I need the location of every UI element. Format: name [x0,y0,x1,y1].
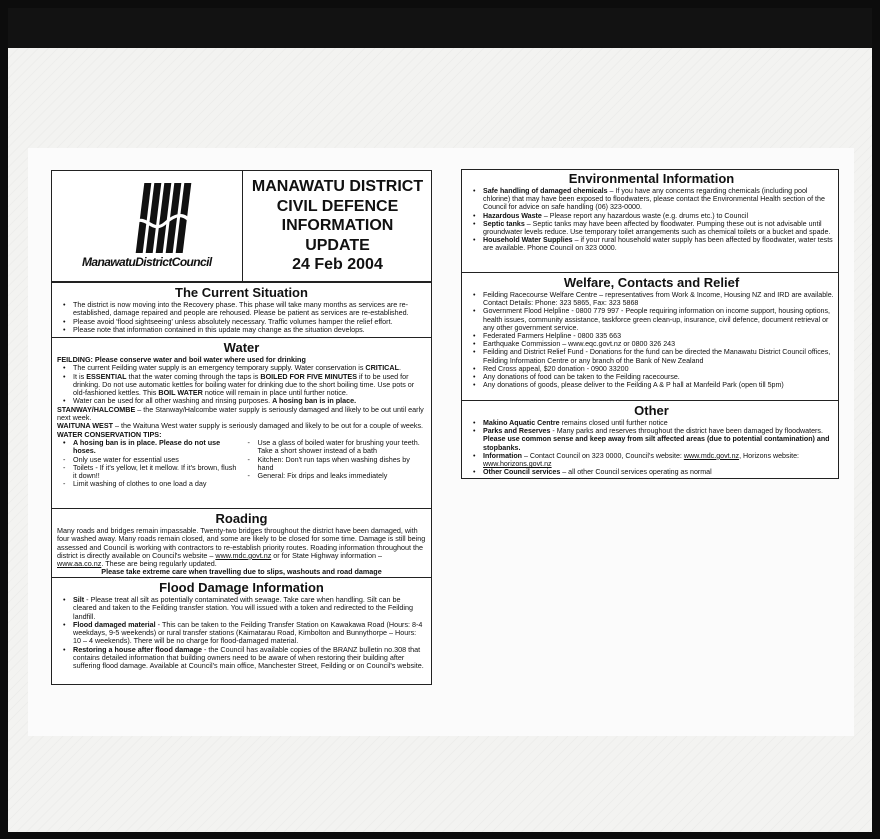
list-item: • Please note that information contained in this update may change as the situation develops. [57,326,426,334]
list-item: • Federated Farmers Helpline - 0800 335 663 [467,332,836,340]
text: or for State Highway information – [271,550,382,560]
text: – Contact Council on 323 0000, Council's website: [522,451,684,460]
list-item [467,419,836,427]
title-line: CIVIL DEFENCE [276,197,399,215]
text: , Horizons website: [739,451,800,460]
masthead [52,171,431,282]
text-bold: Household Water Supplies [483,236,573,245]
list-item [467,468,836,476]
text: – If you have any concerns regarding chemicals (including pool chlorine) that may have been exposed to floodwaters, please contact the Environmental Health section of the Council for advice on safe handling (06) 323-0000. [483,187,825,212]
list-item: • The district is now moving into the Recovery phase. This phase will take many months as services are re-established, damage repaired and people are rehoused. Please be patient as services are re-established. [57,301,426,318]
text-bold: Restoring a house after flood damage [73,644,202,654]
text-bold: CRITICAL [365,363,399,373]
text-bold: Safe handling of damaged chemicals [483,187,608,195]
text: remains closed until further notice [559,419,668,427]
other-section [462,400,839,479]
text: – if your rural household water supply has been affected by floodwater, water tests are available. Phone Council on 323 0000. [483,236,833,253]
text: – all other Council services operating as normal [560,468,712,477]
title-line: UPDATE [305,236,370,254]
text-bold: Hazardous Waste [483,211,542,220]
list-item [467,220,836,236]
text: - the Council has available copies of the BRANZ bulletin no.308 that contains detailed information that building owners need to be aware of when restoring their building after suffering flood damage. Available at Council's main office, Manchester Street, Feilding or on Council's website. [73,644,424,671]
text: notice will remain in place until further notice. [202,388,348,398]
list-item: • Feilding and District Relief Fund - Donations for the fund can be directed the Manawatu District Council offices, Feilding Information Centre or any branch of the Bank of New Zealand [467,348,836,364]
roading-paragraph [57,527,426,568]
text-bold: BOIL WATER [158,388,203,398]
feilding-heading: FEILDING: Please conserve water and boil water where used for drinking [57,355,306,364]
list-item [467,212,836,220]
text-bold: Other Council services [483,468,561,477]
text: - Many parks and reserves throughout the district have been damaged by floodwaters. [550,427,823,436]
text: Water can be used for all other washing and rinsing purposes. [73,396,273,406]
section-heading: Environmental Information [568,171,735,186]
council-logo [52,171,243,282]
tip-item: - Limit washing of clothes to one load a day [57,480,242,488]
text: – the Stanway/Halcombe water supply is seriously damaged and likely to be out until early next week. [57,404,424,423]
section-heading: The Current Situation [175,285,308,300]
mdc-website-link[interactable]: www.mdc.govt.nz [215,550,272,560]
text: . [398,363,401,373]
tip-item: • A hosing ban is in place. Please do not use hoses. [57,439,242,456]
list-item: • Feilding Racecourse Welfare Centre – representatives from Work & Income, Housing NZ and IRD are available. Contact Details: Phone: 323 5865, Fax: 323 5868 [467,291,836,307]
text-bold: Please use common sense and keep away from silt affected areas (due to potential contamination) and stopbanks. [483,435,830,452]
list-item: • Government Flood Helpline - 0800 779 997 - People requiring information on income support, housing options, health issues, community assistance, taskforce green clean-up, insurance, civil defence, document retrieval or any other government service. [467,307,836,332]
list-item [57,646,426,671]
text-bold: STANWAY/HALCOMBE [57,404,136,414]
section-heading: Welfare, Contacts and Relief [563,275,740,290]
tips-right-list [242,439,427,489]
text-bold: BOILED FOR FIVE MINUTES [260,371,358,381]
list-item: • Red Cross appeal, $20 donation - 0900 33200 [467,365,836,373]
text-bold: Information [483,451,523,460]
title-line: MANAWATU DISTRICT [251,178,424,195]
text: if to be used for drinking. Do not use automatic kettles for boiling water for drinking due to the short boiling time. Use pots or old-fashioned kettles. This [73,371,415,398]
text-bold: Flood damaged material [73,619,156,629]
text: The current Feilding water supply is an emergency temporary supply. Water conservation is [73,363,366,373]
text: – the Waituna West water supply is seriously damaged and likely to be out for a couple of weeks. [113,421,424,431]
title-line: INFORMATION [281,217,394,234]
list-item: • Any donations of goods, please deliver to the Feilding A & P hall at Manfeild Park (open till 5pm) [467,381,836,389]
tips-columns [57,439,426,489]
text-bold: Parks and Reserves [483,427,551,436]
environmental-section [462,169,839,272]
list-item [57,373,426,398]
welfare-section [462,272,839,400]
list-item [467,187,836,212]
scanner-top-bar [8,8,872,48]
title-date: 24 Feb 2004 [292,256,383,273]
text-bold: WAITUNA WEST [57,421,114,431]
tips-left-list [57,439,242,489]
text-bold: Silt [73,595,85,604]
stanway-paragraph [57,406,426,423]
text: - Please treat all silt as potentially contaminated with sewage. Take care when handling. Silt can be cleared and taken to the Feilding transfer station. You will issued with a token and redirected to the Feilding landfill. [73,595,414,621]
text-bold: Septic tanks [483,219,525,228]
roading-section [52,508,431,577]
section-heading: Roading [215,511,268,526]
text-bold: A hosing ban is in place. [272,396,357,406]
tip-item: - Kitchen: Don't run taps when washing dishes by hand [242,456,427,473]
text: - This can be taken to the Feilding Transfer Station on Kawakawa Road (Hours: 8-4 weekdays, 9-5 weekends) or rural transfer stations (Kaimatarau Road, Kimbolton and Bunnythorpe – Hours: 10 – 4 weekends). There will be no charge for flood-damaged material. [73,619,423,646]
tip-item: - General: Fix drips and leaks immediately [242,472,427,480]
tip-item: - Toilets - If it's yellow, let it mellow. If it's brown, flush it down!! [57,464,242,481]
list-item: • Earthquake Commission – www.eqc.govt.nz or 0800 326 243 [467,340,836,348]
text: Many roads and bridges remain impassable. Twenty-two bridges throughout the district have been damaged, with four washed away. Many roads remain closed, and some are likely to be closed for some time. Damage is still being assessed and Council is working with contractors to re-establish priority routes. Roading information throughout the district is directly available on Council's website – [57,526,426,560]
mdc-website-link[interactable]: www.mdc.govt.nz [683,451,740,460]
right-column-box [461,169,839,479]
text: – Septic tanks may have been affected by floodwater. Pumping these out is not advisable until groundwater levels reduce. Use temporary toilet arrangements such as chemical toilets or a bucket and spade. [483,219,831,237]
text: It is [73,371,87,381]
left-column-box [51,170,432,685]
tips-heading: WATER CONSERVATION TIPS: [57,429,162,439]
page-title [244,177,431,275]
list-item [57,596,426,621]
section-heading: Flood Damage Information [159,580,324,595]
text-bold: ESSENTIAL [86,371,127,381]
list-item [467,452,836,468]
horizons-website-link[interactable]: www.horizons.govt.nz [483,460,552,469]
text-bold: Makino Aquatic Centre [483,419,560,427]
flood-damage-section [52,577,431,685]
section-heading: Other [634,403,669,418]
tip-item: - Only use water for essential uses [57,456,242,464]
logo-text: ManawatuDistrictCouncil [82,255,212,269]
text: . These are being regularly updated. [101,559,217,569]
list-item [467,427,836,452]
list-item: • Any donations of food can be taken to the Feilding racecourse. [467,373,836,381]
text: – Please report any hazardous waste (e.g. drums etc.) to Council [541,211,749,220]
roading-warning: Please take extreme care when travelling due to slips, washouts and road damage [101,567,382,577]
current-situation-section [52,282,431,337]
list-item [467,236,836,252]
water-section [52,337,431,508]
text: that the water coming through the taps is [126,371,261,381]
aa-website-link[interactable]: www.aa.co.nz [57,559,102,569]
tip-item: - Use a glass of boiled water for brushing your teeth. Take a short shower instead of a bath [242,439,427,456]
section-heading: Water [223,340,260,355]
logo-stripes-icon [136,183,193,253]
list-item [57,397,426,405]
list-item: • Please avoid 'flood sightseeing' unless absolutely necessary. Traffic volumes hamper the relief effort. [57,318,426,326]
list-item [57,621,426,646]
